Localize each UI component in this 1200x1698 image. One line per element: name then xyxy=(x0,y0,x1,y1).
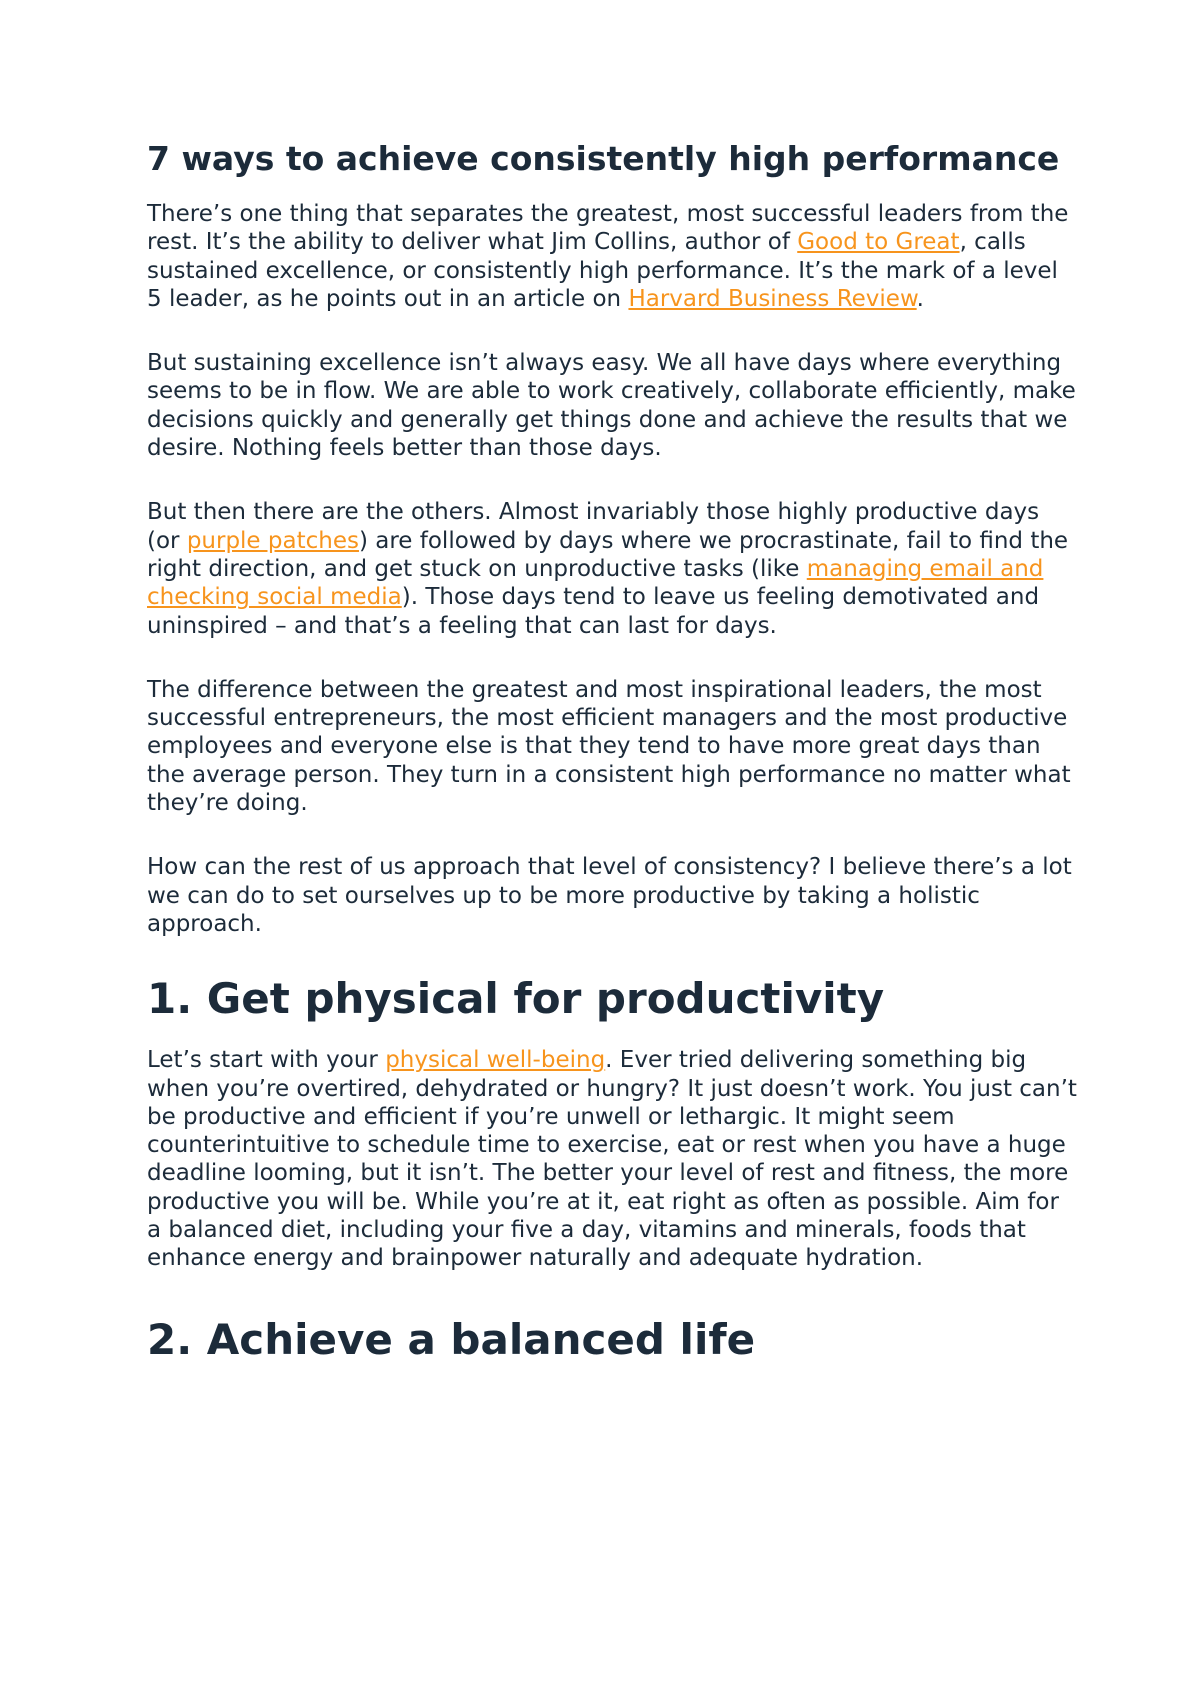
paragraph-intro-2 xyxy=(147,349,1077,462)
text-segment: But then there are the others. Almost invariably those highly productive days (or xyxy=(147,499,1040,554)
link-physical-well-being[interactable]: physical well-being xyxy=(385,1047,606,1074)
paragraph-intro-4 xyxy=(147,676,1077,817)
text-segment: There’s one thing that separates the greatest, most successful leaders from the rest. It’s the ability to deliver what Jim Collins, author of xyxy=(147,201,1069,256)
paragraph-intro-3 xyxy=(147,498,1077,639)
link-managing-email[interactable]: managing email and checking social media xyxy=(147,555,1044,611)
text-segment: But sustaining excellence isn’t always easy. We all have days where everything seems to be in flow. We are able to work creatively, collaborate efficiently, make decisions quickly and generally get things done and achieve the results that we desire. Nothing feels better than those days. xyxy=(147,350,1076,462)
text-segment: How can the rest of us approach that level of consistency? I believe there’s a lot we can do to set ourselves up to be more productive by taking a holistic approach. xyxy=(147,854,1072,937)
text-segment: ) are followed by days where we procrastinate, fail to find the right direction, and get stuck on unproductive tasks (like xyxy=(147,527,1069,582)
text-segment: Let’s start with your xyxy=(147,1047,386,1074)
paragraph-section-1 xyxy=(147,1046,1077,1272)
text-segment: ). Those days tend to leave us feeling demotivated and uninspired – and that’s a feeling that can last for days. xyxy=(147,584,1040,639)
document-page xyxy=(147,140,1077,1387)
link-purple-patches[interactable]: purple patches xyxy=(186,527,359,554)
paragraph-intro-1 xyxy=(147,200,1077,313)
text-segment: . xyxy=(916,285,924,312)
section-heading-2: 2. Achieve a balanced life xyxy=(147,1314,756,1364)
section-heading-1: 1. Get physical for productivity xyxy=(147,974,885,1024)
paragraph-intro-5 xyxy=(147,853,1077,938)
link-harvard-business-review[interactable]: Harvard Business Review xyxy=(628,285,917,312)
text-segment: , calls sustained excellence, or consistently high performance. It’s the mark of a level 5 leader, as he points out in an article on xyxy=(147,229,1058,312)
link-good-to-great[interactable]: Good to Great xyxy=(797,229,960,256)
document-title: 7 ways to achieve consistently high performance xyxy=(147,139,1060,178)
text-segment: The difference between the greatest and most inspirational leaders, the most successful entrepreneurs, the most efficient managers and the most productive employees and everyone else is that they tend to have more great days than the average person. They turn in a consistent high performance no matter what they’re doing. xyxy=(147,676,1071,817)
text-segment: . Ever tried delivering something big when you’re overtired, dehydrated or hungry? It just doesn’t work. You just can’t be productive and efficient if you’re unwell or lethargic. It might seem counterintuitive to schedule time to exercise, eat or rest when you have a huge deadline looming, but it isn’t. The better your level of rest and fitness, the more productive you will be. While you’re at it, eat right as often as possible. Aim for a balanced diet, including your five a day, vitamins and minerals, foods that enhance energy and brainpower naturally and adequate hydration. xyxy=(147,1047,1077,1272)
